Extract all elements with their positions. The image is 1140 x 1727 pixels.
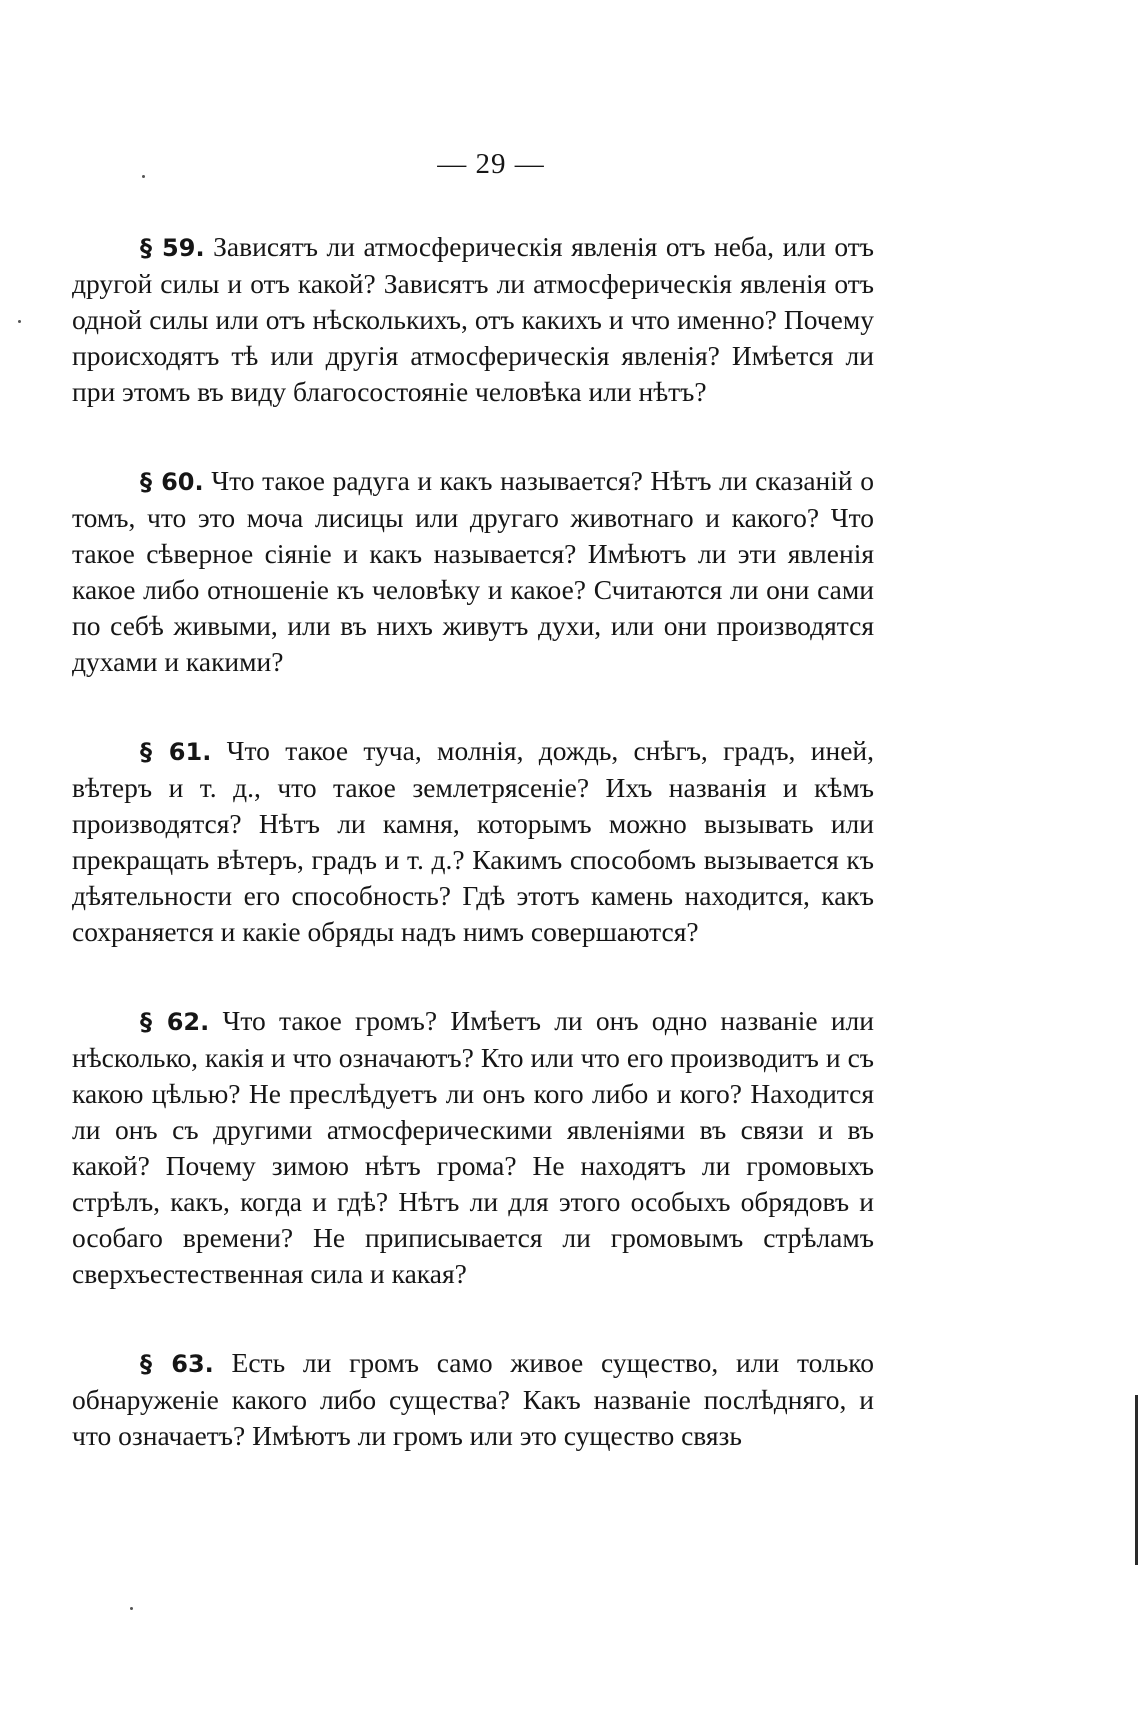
page-edge-mark [1135, 1395, 1138, 1565]
paragraph-61 [72, 733, 874, 950]
paragraph-59 [72, 229, 874, 410]
section-number: § 60. [140, 468, 204, 496]
scan-speck [18, 320, 21, 323]
paragraph-63 [72, 1345, 874, 1454]
section-number: § 61. [140, 738, 212, 766]
paragraph-60 [72, 463, 874, 680]
book-page [72, 148, 874, 1507]
paragraph-text: Что такое туча, молнія, дождь, снѣгъ, градъ, иней, вѣтеръ и т. д., что такое землетрясеніе? Ихъ названія и кѣмъ производятся? Нѣтъ ли камня, которымъ можно вызывать или прекращать вѣтеръ, градъ и т. д.? Какимъ способомъ вызывается къ дѣятельности его способность? Гдѣ этотъ камень находится, какъ сохраняется и какіе обряды надъ нимъ совершаются? [72, 735, 874, 947]
paragraph-text: Что такое радуга и какъ называется? Нѣтъ ли сказаній о томъ, что это моча лисицы или другаго животнаго и какого? Что такое сѣверное сіяніе и какъ называется? Имѣютъ ли эти явленія какое либо отношеніе къ человѣку и какое? Считаются ли они сами по себѣ живыми, или въ нихъ живутъ духи, или они производятся духами и какими? [72, 465, 874, 677]
paragraph-62 [72, 1003, 874, 1292]
scan-speck [130, 1607, 133, 1610]
section-number: § 62. [140, 1008, 210, 1036]
section-number: § 59. [140, 234, 205, 262]
paragraph-text: Зависятъ ли атмосферическія явленія отъ неба, или отъ другой силы и отъ какой? Зависятъ ли атмосферическія явленія отъ одной силы или отъ нѣсколькихъ, отъ какихъ и что именно? Почему происходятъ тѣ или другія атмосферическія явленія? Имѣется ли при этомъ въ виду благосостояніе человѣка или нѣтъ? [72, 231, 874, 407]
paragraph-text: Есть ли громъ само живое существо, или только обнаруженіе какого либо существа? Какъ названіе послѣдняго, и что означаетъ? Имѣютъ ли громъ или это существо связь [72, 1347, 874, 1451]
page-number: — 29 — [437, 148, 545, 180]
paragraph-text: Что такое громъ? Имѣетъ ли онъ одно названіе или нѣсколько, какія и что означаютъ? Кто или что его производитъ и съ какою цѣлью? Не преслѣдуетъ ли онъ кого либо и кого? Находится ли онъ съ другими атмосферическими явленіями въ связи и въ какой? Почему зимою нѣтъ грома? Не находятъ ли громовыхъ стрѣлъ, какъ, когда и гдѣ? Нѣтъ ли для этого особыхъ обрядовъ и особаго времени? Не приписывается ли громовымъ стрѣламъ сверхъестественная сила и какая? [72, 1005, 874, 1289]
section-number: § 63. [140, 1350, 214, 1378]
